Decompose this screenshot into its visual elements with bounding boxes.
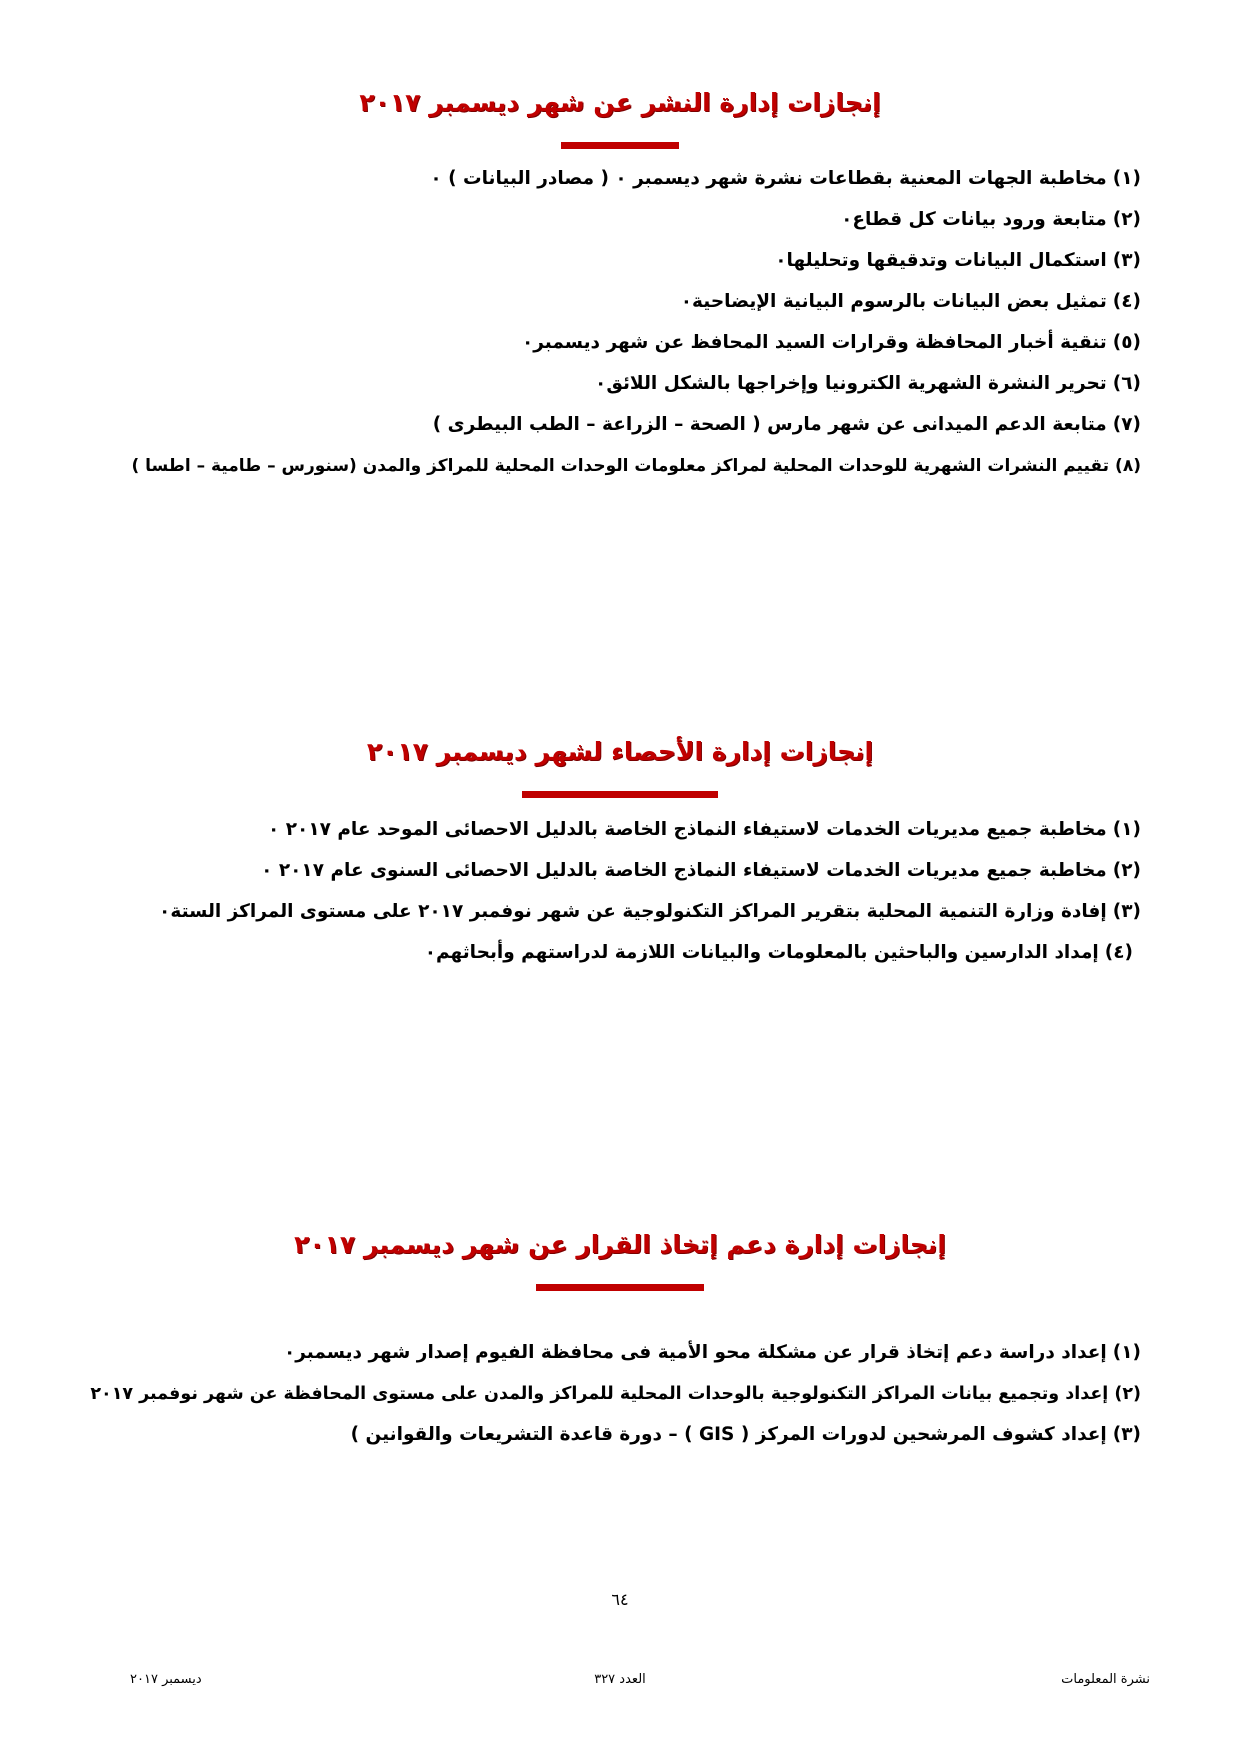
footer-publication: نشرة المعلومات [1061, 1672, 1150, 1687]
title-underline [522, 791, 718, 798]
list-item: (١)مخاطبة جميع مديريات الخدمات لاستيفاء النماذج الخاصة بالدليل الاحصائى الموحد عام ٢٠١٧ ٠ [268, 819, 1141, 840]
publishing-list [0, 167, 1240, 495]
list-item: (٢)إعداد وتجميع بيانات المراكز التكنولوجية بالوحدات المحلية للمراكز والمدن على مستوى المحافظة عن شهر نوفمبر ٢٠١٧ [90, 1384, 1141, 1404]
statistics-list [0, 818, 1240, 982]
list-item: (١)مخاطبة الجهات المعنية بقطاعات نشرة شهر ديسمبر ٠ ( مصادر البيانات ) ٠ [430, 168, 1141, 189]
footer-date: ديسمبر ٢٠١٧ [130, 1672, 202, 1687]
title-underline [536, 1284, 704, 1291]
publishing-section [0, 86, 1240, 495]
section-title: إنجازات إدارة الأحصاء لشهر ديسمبر ٢٠١٧ [366, 737, 874, 766]
list-item: (٣)استكمال البيانات وتدقيقها وتحليلها٠ [775, 250, 1141, 271]
list-item: (٤)إمداد الدارسين والباحثين بالمعلومات والبيانات اللازمة لدراستهم وأبحاثهم٠ [424, 942, 1133, 963]
list-item: (١)إعداد دراسة دعم إتخاذ قرار عن مشكلة محو الأمية فى محافظة الفيوم إصدار شهر ديسمبر٠ [283, 1342, 1141, 1363]
footer-issue: العدد ٣٢٧ [594, 1672, 646, 1687]
list-item: (٧)متابعة الدعم الميدانى عن شهر مارس ( الصحة – الزراعة – الطب البيطرى ) [432, 414, 1141, 435]
list-item: (٣)إفادة وزارة التنمية المحلية بتقرير المراكز التكنولوجية عن شهر نوفمبر ٢٠١٧ على مستوى المراكز الستة٠ [159, 901, 1141, 922]
list-item: (٥)تنقية أخبار المحافظة وقرارات السيد المحافظ عن شهر ديسمبر٠ [521, 332, 1141, 353]
section-title: إنجازات إدارة دعم إتخاذ القرار عن شهر ديسمبر ٢٠١٧ [294, 1230, 946, 1259]
list-item: (٣)إعداد كشوف المرشحين لدورات المركز ( GIS ) – دورة قاعدة التشريعات والقوانين ) [350, 1424, 1141, 1445]
decision-support-list [0, 1341, 1240, 1464]
list-item: (٨)تقييم النشرات الشهرية للوحدات المحلية لمراكز معلومات الوحدات المحلية للمراكز والمدن (سنورس – طامية – اطسا ) [131, 456, 1141, 476]
section-title: إنجازات إدارة النشر عن شهر ديسمبر ٢٠١٧ [359, 88, 881, 117]
list-item: (٢)مخاطبة جميع مديريات الخدمات لاستيفاء النماذج الخاصة بالدليل الاحصائى السنوى عام ٢٠١٧ ٠ [261, 860, 1141, 881]
page-number: ٦٤ [611, 1590, 629, 1609]
decision-support-section [0, 1228, 1240, 1464]
list-item: (٤)تمثيل بعض البيانات بالرسوم البيانية الإيضاحية٠ [680, 291, 1141, 312]
list-item: (٢)متابعة ورود بيانات كل قطاع٠ [841, 209, 1141, 230]
statistics-section [0, 735, 1240, 982]
list-item: (٦)تحرير النشرة الشهرية الكترونيا وإخراجها بالشكل اللائق٠ [595, 373, 1141, 394]
title-underline [561, 142, 679, 149]
